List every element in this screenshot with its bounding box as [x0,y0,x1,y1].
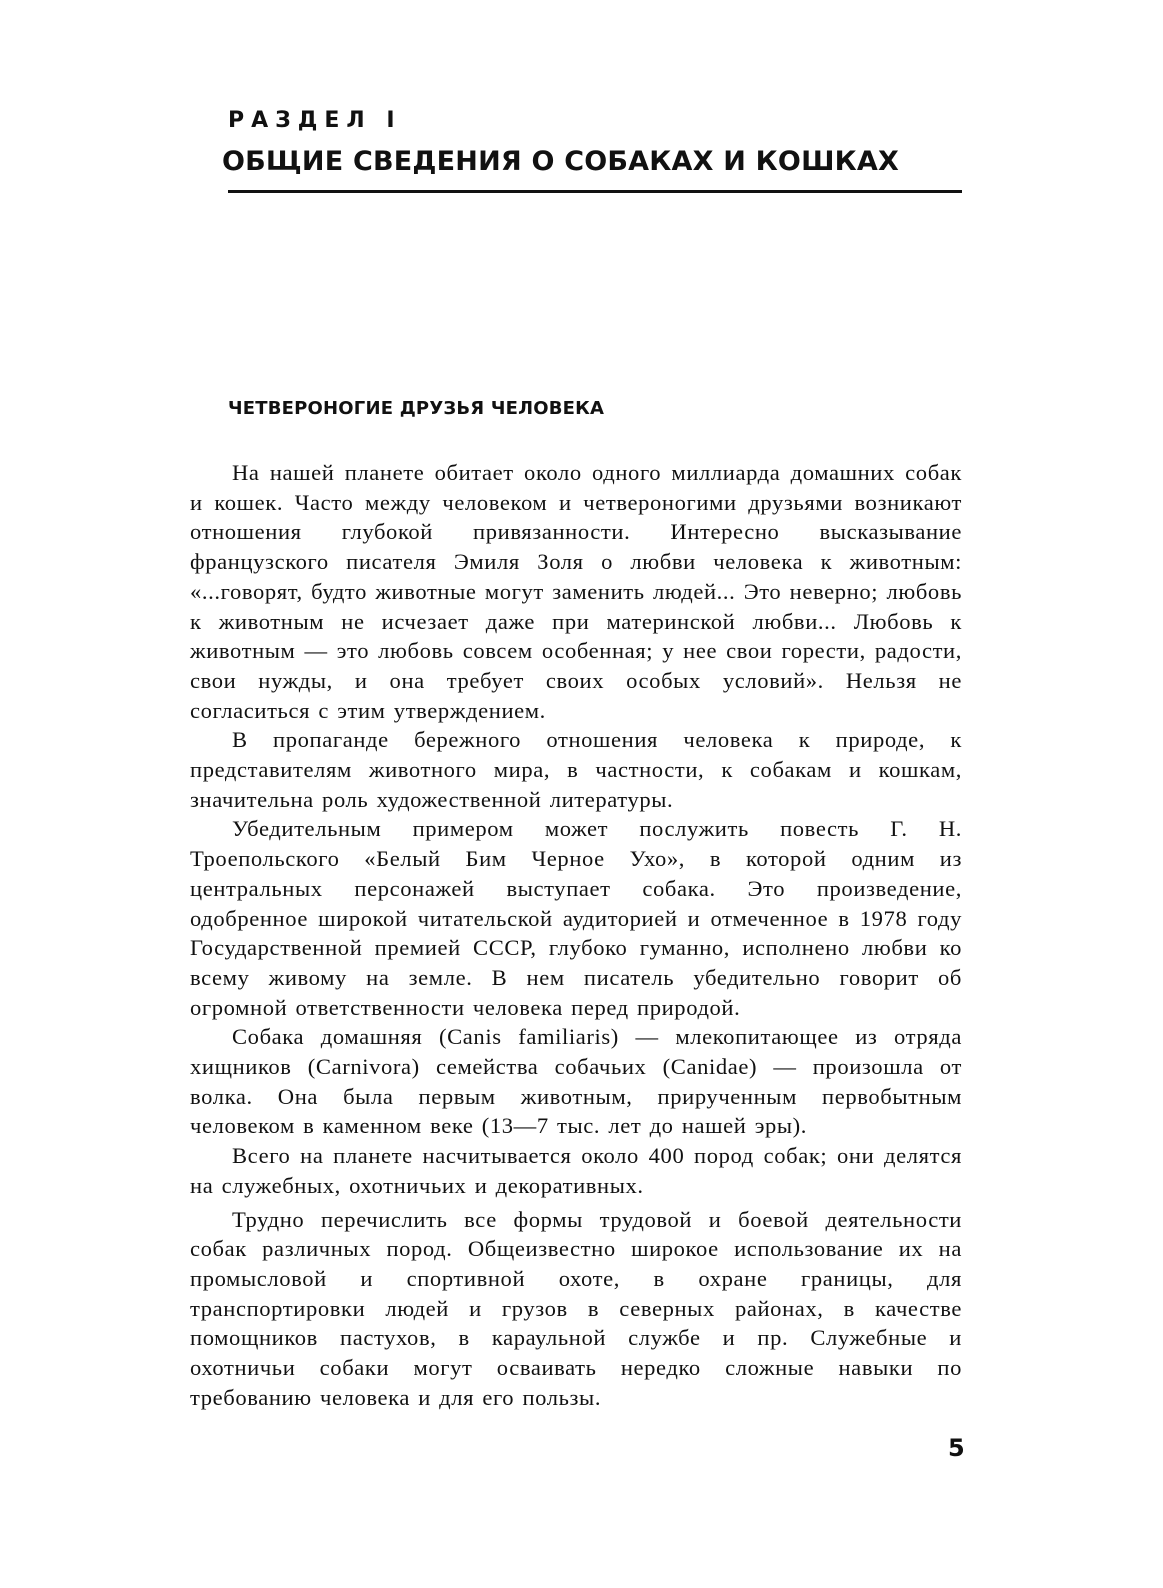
section-label: РАЗДЕЛ I [228,108,402,133]
title-divider [228,190,962,193]
chapter-heading: ЧЕТВЕРОНОГИЕ ДРУЗЬЯ ЧЕЛОВЕКА [228,398,605,419]
paragraph: Всего на планете насчитывается около 400 пород собак; они делятся на служебных, охотничьих и декоративных. [190,1143,962,1198]
paragraph: Трудно перечислить все формы трудовой и боевой деятельности собак различных пород. Общеизвестно широкое использование их на промысловой и спортивной охоте, в охране границы, для транспортировки людей и грузов в северных районах, в качестве помощников пастухов, в караульной службе и пр. Служебные и охотничьи собаки могут осваивать нередко сложные навыки по требованию человека и для его пользы. [190,1206,962,1410]
page-number: 5 [948,1434,965,1462]
section-title: ОБЩИЕ СВЕДЕНИЯ О СОБАКАХ И КОШКАХ [222,146,900,177]
paragraph: На нашей планете обитает около одного миллиарда домашних собак и кошек. Часто между человеком и четвероногими друзьями возникают отношения глубокой привязанности. Интересно высказывание французского писателя Эмиля Золя о любви человека к животным: «...говорят, будто животные могут заменить людей... Это неверно; любовь к животным не исчезает даже при материнской любви... Любовь к животным — это любовь совсем особенная; у нее свои горести, радости, свои нужды, и она требует своих особых условий». Нельзя не согласиться с этим утверждением. [190,460,962,723]
paragraph: В пропаганде бережного отношения человека к природе, к представителям животного мира, в частности, к собакам и кошкам, значительна роль художественной литературы. [190,727,962,812]
paragraph: Убедительным примером может послужить повесть Г. Н. Троепольского «Белый Бим Черное Ухо», в которой одним из центральных персонажей выступает собака. Это произведение, одобренное широкой читательской аудиторией и отмеченное в 1978 году Государственной премией СССР, глубоко гуманно, исполнено любви ко всему живому на земле. В нем писатель убедительно говорит об огромной ответственности человека перед природой. [190,816,962,1020]
paragraph: Собака домашняя (Canis familiaris) — млекопитающее из отряда хищников (Carnivora) семейства собачьих (Canidae) — произошла от волка. Она была первым животным, прирученным первобытным человеком в каменном веке (13—7 тыс. лет до нашей эры). [190,1024,962,1139]
body-text [190,458,962,1413]
